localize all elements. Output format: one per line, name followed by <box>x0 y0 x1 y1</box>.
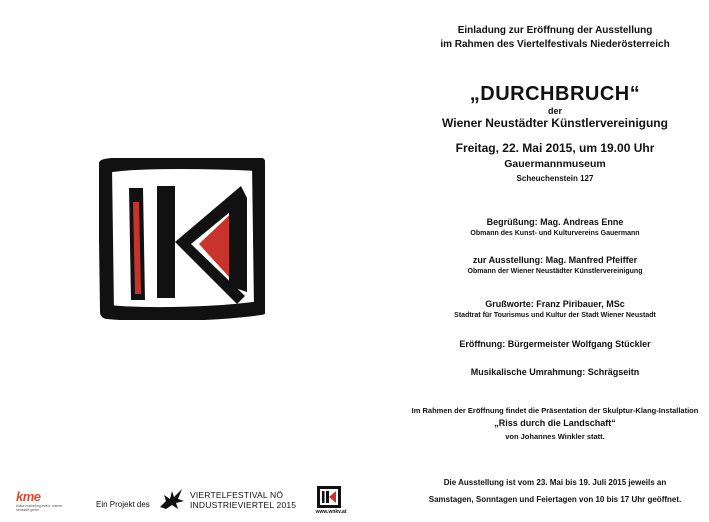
project-text: Ein Projekt des <box>96 500 150 509</box>
header-line-2: im Rahmen des Viertelfestivals Niederösterreich <box>440 39 670 50</box>
footer-logos <box>0 484 400 514</box>
festival-line-1: VIERTELFESTIVAL NÖ <box>190 490 284 500</box>
festival-name <box>190 490 296 510</box>
header-line-1: Einladung zur Eröffnung der Ausstellung <box>457 25 653 36</box>
program-item <box>400 298 709 322</box>
organization-name: Wiener Neustädter Künstlervereinigung <box>442 116 668 130</box>
program-item <box>400 254 709 278</box>
opening-hours-line-2: Samstagen, Sonntagen und Feiertagen von 10 bis 17 Uhr geöffnet. <box>428 495 682 504</box>
fox-figure-icon <box>158 487 186 511</box>
installation-line-1: Im Rahmen der Eröffnung findet die Präsentation der Skulptur-Klang-Installation <box>411 406 699 415</box>
program-speaker: Begrüßung: Mag. Andreas Enne <box>486 217 624 227</box>
opening-hours <box>400 474 709 508</box>
program-role: Obmann der Wiener Neustädter Künstlervereinigung <box>467 268 643 275</box>
festival-line-2: INDUSTRIEVIERTEL 2015 <box>190 500 297 510</box>
program-speaker: Musikalische Umrahmung: Schrägseitn <box>470 367 640 377</box>
program-speaker: zur Ausstellung: Mag. Manfred Pfeiffer <box>472 255 638 265</box>
kme-tagline: kultur.marketing.event. wiener neustadt gmbh <box>16 504 63 512</box>
k-logo-icon <box>317 486 341 508</box>
installation-note <box>400 404 709 443</box>
event-date: Freitag, 22. Mai 2015, um 19.00 Uhr <box>455 141 655 155</box>
program-role: Obmann des Kunst- und Kulturvereins Gauermann <box>470 230 640 237</box>
program-item <box>400 366 709 378</box>
program-role: Stadtrat für Tourismus und Kultur der Stadt Wiener Neustadt <box>454 312 656 319</box>
program-item <box>400 338 709 350</box>
exhibition-title: „DURCHBRUCH“ <box>469 83 641 105</box>
program-item <box>400 216 709 240</box>
program-speaker: Eröffnung: Bürgermeister Wolfgang Stückler <box>459 339 651 349</box>
invitation-header <box>400 24 709 52</box>
kme-logo: kme <box>16 489 41 504</box>
program-speaker: Grußworte: Franz Piribauer, MSc <box>485 299 625 309</box>
der-word: der <box>547 106 562 116</box>
event-venue: Gauermannmuseum <box>504 158 606 170</box>
opening-hours-line-1: Die Ausstellung ist vom 23. Mai bis 19. Juli 2015 jeweils an <box>443 478 667 487</box>
website-url: www.wnkv.at <box>315 509 347 515</box>
installation-artist: von Johannes Winkler statt. <box>505 432 605 441</box>
brush-k-logo-icon <box>99 158 265 320</box>
installation-title: „Riss durch die Landschaft“ <box>494 418 616 428</box>
event-address: Scheuchenstein 127 <box>516 174 594 183</box>
